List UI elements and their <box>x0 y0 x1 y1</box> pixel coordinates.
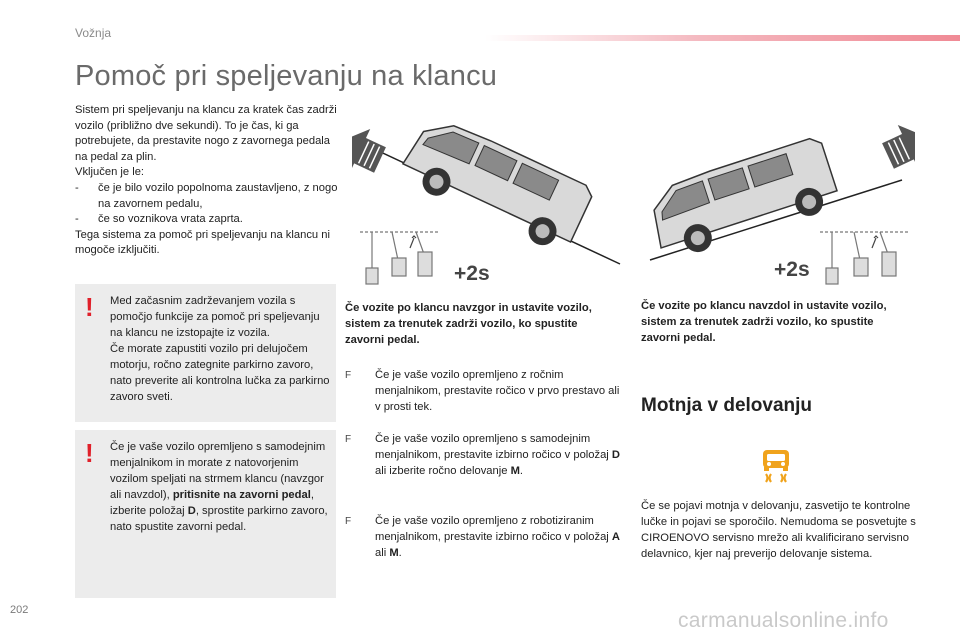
bullet-item <box>345 431 630 479</box>
uphill-arrow-icon <box>352 120 390 182</box>
bullet-text-part: ali <box>375 547 390 559</box>
bullet-text-part: Če je vaše vozilo opremljeno s samodejnim menjalnikom, prestavite izbirno ročico v položaj <box>375 433 612 461</box>
intro-paragraph: Sistem pri speljevanju na klancu za kratek čas zadrži vozilo (približno dve sekundi). To je čas, ki ga potrebujete, da prestavite nogo z zavornega pedala na pedal za plin. <box>75 104 337 163</box>
gear-position: D <box>611 449 620 461</box>
downhill-illustration <box>640 120 915 292</box>
traction-warning-icon <box>757 448 795 486</box>
uphill-illustration <box>352 120 627 292</box>
header-accent-bar <box>485 35 960 41</box>
bullet-text-part: Če je vaše vozilo opremljeno z robotiziranim menjalnikom, prestavite izbirno ročico v položaj <box>375 515 612 543</box>
van-icon <box>396 120 595 257</box>
section-label: Vožnja <box>75 26 112 40</box>
pedals-icon <box>820 232 908 284</box>
warning-box <box>75 284 336 422</box>
bullet-item <box>345 513 625 561</box>
bullet-text: Če je vaše vozilo opremljeno z ročnim menjalnikom, prestavite ročico v prvo prestavo ali v prosti tek. <box>375 369 620 413</box>
malfunction-heading: Motnja v delovanju <box>641 395 813 416</box>
warning-icon: ! <box>85 292 94 322</box>
intro-text <box>75 103 340 259</box>
gear-position-d: D <box>187 505 196 517</box>
cannot-disable-note: Tega sistema za pomoč pri speljevanju na klancu ni mogoče izključiti. <box>75 228 330 257</box>
van-icon <box>643 136 842 264</box>
malfunction-text <box>641 498 921 562</box>
warning-line: Če morate zapustiti vozilo pri delujočem motorju, ročno zategnite parkirno zavoro, nato preverite ali kontrolna lučka za parkirno zavoro sveti. <box>110 343 330 403</box>
bullet-text-part: ali izberite ročno delovanje <box>375 465 511 477</box>
bullet-icon: F <box>345 516 352 527</box>
bullet-text-part: . <box>398 547 402 559</box>
gear-position: M <box>510 465 520 477</box>
pedals-icon <box>360 232 440 284</box>
watermark: carmanualsonline.info <box>678 609 889 632</box>
page-number: 202 <box>10 604 29 616</box>
malfunction-paragraph: Če se pojavi motnja v delovanju, zasvetijo te kontrolne lučke in pojavi se sporočilo. Nemudoma se posvetujte s CIROENOVO servisno mrežo ali kvalificirano servisno delavnico, kjer naj preverijo delovanje sistema. <box>641 500 916 560</box>
hold-time-label: +2s <box>454 262 490 285</box>
page-title: Pomoč pri speljevanju na klancu <box>75 60 498 92</box>
downhill-arrow-icon <box>878 120 915 178</box>
warning-line: Med začasnim zadrževanjem vozila s pomočjo funkcije za pomoč pri speljevanju na klancu ne izstopajte iz vozila. <box>110 295 320 339</box>
condition-item <box>75 212 340 228</box>
dash-marker: - <box>75 213 79 226</box>
condition-text: če je bilo vozilo popolnoma zaustavljeno, z nogo na zavornem pedalu, <box>98 181 338 210</box>
enabled-when: Vključen je le: <box>75 166 145 179</box>
hold-time-label: +2s <box>774 258 810 281</box>
bullet-text <box>375 431 630 479</box>
warning-text <box>110 293 330 405</box>
bullet-icon: F <box>345 370 352 381</box>
gear-position: A <box>611 531 620 543</box>
warning-text-part: , sprostite parkirno zavoro, nato spustite zavorni pedal. <box>110 505 328 533</box>
warning-text <box>110 439 330 535</box>
downhill-caption: Če vozite po klancu navzdol in ustavite vozilo, sistem za trenutek zadrži vozilo, ko spustite zavorni pedal. <box>641 300 887 344</box>
warning-icon: ! <box>85 438 94 468</box>
warning-box <box>75 430 336 598</box>
uphill-caption: Če vozite po klancu navzgor in ustavite vozilo, sistem za trenutek zadrži vozilo, ko spustite zavorni pedal. <box>345 302 592 346</box>
warning-bold-part: pritisnite na zavorni pedal <box>172 489 311 501</box>
bullet-text-part: . <box>519 465 524 477</box>
bullet-icon: F <box>345 434 352 445</box>
warning-text-part: , izberite položaj <box>110 489 314 517</box>
warning-text-part: Če je vaše vozilo opremljeno s samodejnim menjalnikom in morate z natovorjenim vozilom speljati na strmem klancu (navzgor ali navzdol), <box>110 441 326 501</box>
condition-item <box>75 181 340 212</box>
gear-position: M <box>389 547 399 559</box>
dash-marker: - <box>75 181 79 194</box>
condition-text: če so voznikova vrata zaprta. <box>98 213 243 226</box>
bullet-item <box>345 367 625 415</box>
bullet-text <box>375 513 625 561</box>
